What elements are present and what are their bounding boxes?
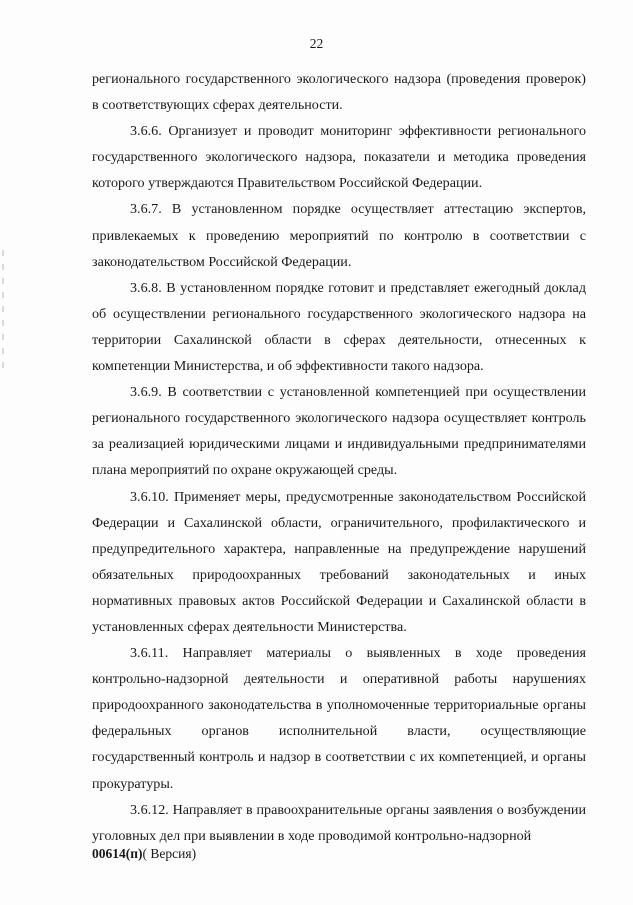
document-footer <box>92 846 196 862</box>
paragraph-3-6-9: 3.6.9. В соответствии с установленной компетенцией при осуществлении регионального государственного экологического надзора осуществляет контроль за реализацией юридическими лицами и индивидуальными предпринимателями плана мероприятий по охране окружающей среды. <box>92 384 586 479</box>
document-body <box>92 66 586 849</box>
paragraph-continuation: регионального государственного экологического надзора (проведения проверок) в соответствующих сферах деятельности. <box>92 71 586 114</box>
paragraph-3-6-7: 3.6.7. В установленном порядке осуществляет аттестацию экспертов, привлекаемых к проведению мероприятий по контролю в соответствии с законодательством Российской Федерации. <box>92 201 586 270</box>
paragraph-3-6-11: 3.6.11. Направляет материалы о выявленных в ходе проведения контрольно-надзорной деятельности и оперативной работы нарушениях природоохранного законодательства в уполномоченные территориальные органы федеральных органов исполнительной власти, осуществляющие государственный контроль и надзор в соответствии с их компетенцией, и органы прокуратуры. <box>92 645 586 792</box>
paragraph-3-6-10: 3.6.10. Применяет меры, предусмотренные законодательством Российской Федерации и Сахалинской области, ограничительного, профилактического и предупредительного характера, направленные на предупреждение нарушений обязательных природоохранных требований законодательных и иных нормативных правовых актов Российской Федерации и Сахалинской области в установленных сферах деятельности Министерства. <box>92 488 586 635</box>
page-number: 22 <box>309 36 324 51</box>
paragraph-3-6-12: 3.6.12. Направляет в правоохранительные органы заявления о возбуждении уголовных дел при выявлении в ходе проводимой контрольно-надзорной <box>92 801 586 844</box>
document-version: ( Версия) <box>142 846 197 861</box>
paragraph-3-6-8: 3.6.8. В установленном порядке готовит и представляет ежегодный доклад об осуществлении регионального государственного экологического надзора на территории Сахалинской области в сферах деятельности, отнесенных к компетенции Министерства, и об эффективности такого надзора. <box>92 279 586 375</box>
document-code: 00614(п) <box>92 846 143 861</box>
scan-edge-marks <box>2 250 4 370</box>
paragraph-3-6-6: 3.6.6. Организует и проводит мониторинг эффективности регионального государственного экологического надзора, показатели и методика проведения которого утверждаются Правительством Российской Федерации. <box>92 123 586 192</box>
